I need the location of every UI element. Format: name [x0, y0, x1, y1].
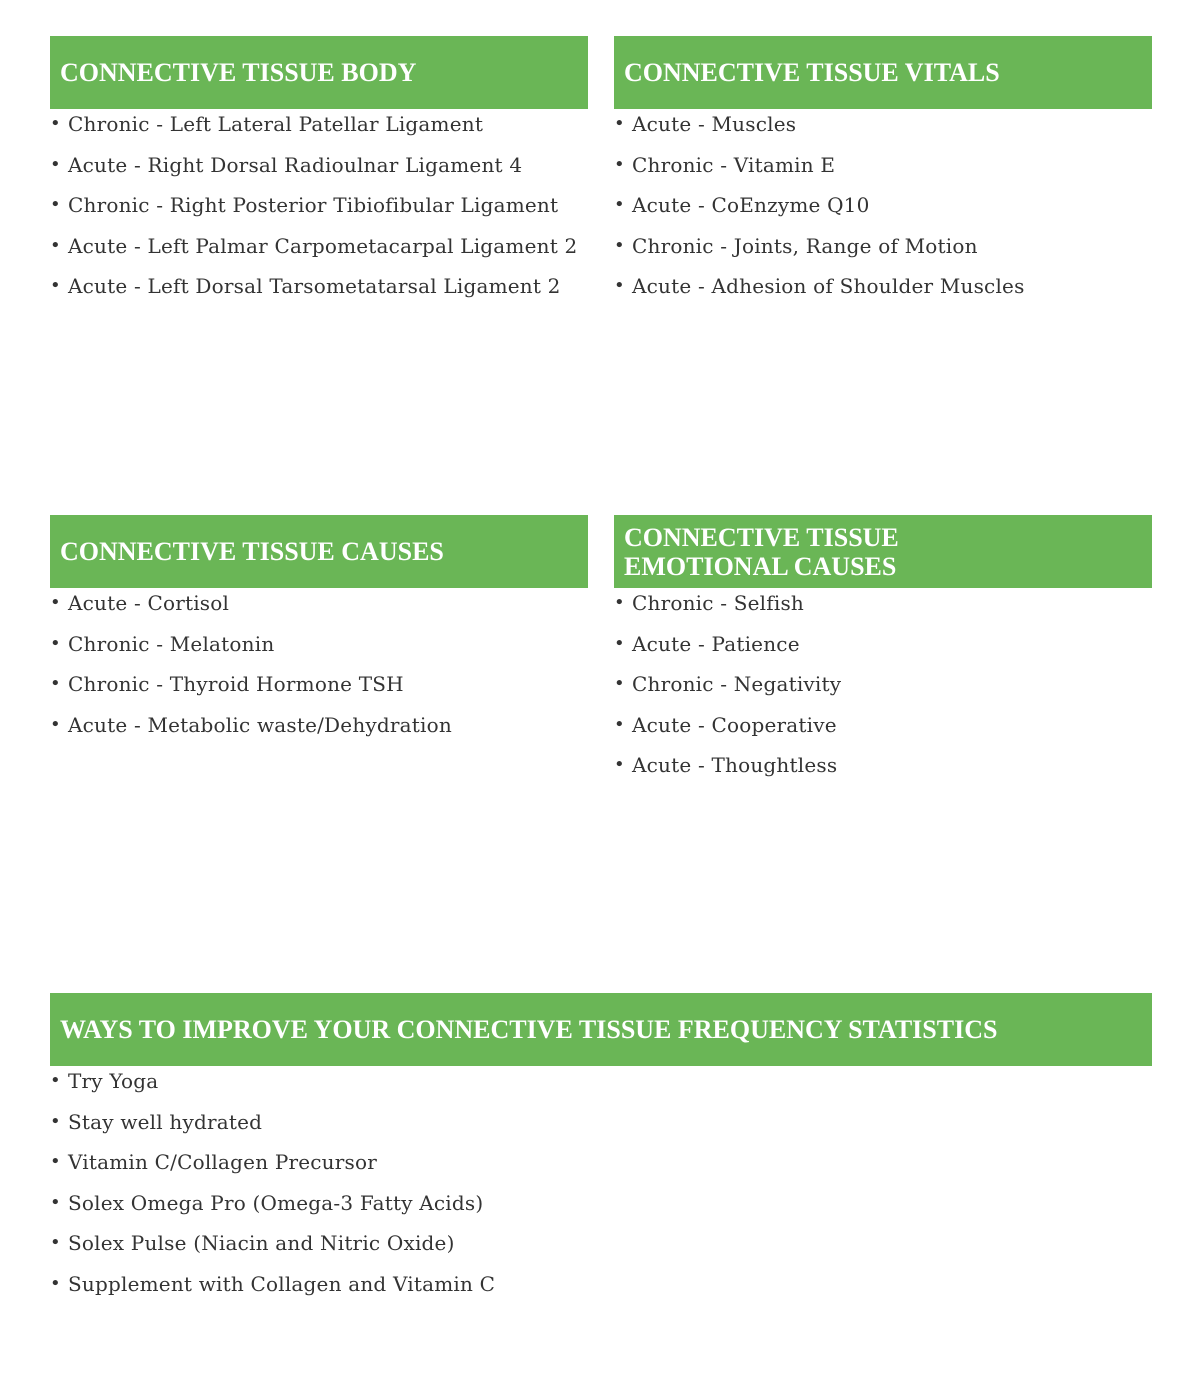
- section-header: [614, 515, 1152, 588]
- item-list: [614, 588, 1152, 780]
- list-item: • Chronic - Melatonin: [50, 629, 588, 659]
- list-item: • Chronic - Vitamin E: [614, 150, 1152, 180]
- list-item: • Acute - Left Dorsal Tarsometatarsal Ligament 2: [50, 271, 588, 301]
- list-item: • Acute - Cortisol: [50, 588, 588, 618]
- item-list: [50, 588, 588, 740]
- section-title: CONNECTIVE TISSUE CAUSES: [60, 537, 444, 566]
- ways-to-improve-section: [50, 993, 1152, 1309]
- list-item: • Try Yoga: [50, 1066, 1152, 1096]
- section-header: [50, 993, 1152, 1066]
- section-title-line-2: EMOTIONAL CAUSES: [624, 551, 897, 581]
- list-item: • Chronic - Thyroid Hormone TSH: [50, 669, 588, 699]
- connective-tissue-body-section: [50, 36, 588, 312]
- list-item: • Solex Omega Pro (Omega-3 Fatty Acids): [50, 1188, 1152, 1218]
- connective-tissue-emotional-causes-section: [614, 515, 1152, 791]
- list-item: • Acute - Metabolic waste/Dehydration: [50, 710, 588, 740]
- connective-tissue-vitals-section: [614, 36, 1152, 312]
- list-item: • Acute - Cooperative: [614, 710, 1152, 740]
- section-header: [50, 515, 588, 588]
- list-item: • Stay well hydrated: [50, 1107, 1152, 1137]
- list-item: • Acute - Adhesion of Shoulder Muscles: [614, 271, 1152, 301]
- list-item: • Chronic - Right Posterior Tibiofibular Ligament: [50, 190, 588, 220]
- list-item: • Chronic - Left Lateral Patellar Ligament: [50, 109, 588, 139]
- list-item: • Acute - Patience: [614, 629, 1152, 659]
- list-item: • Acute - Thoughtless: [614, 750, 1152, 780]
- section-title: WAYS TO IMPROVE YOUR CONNECTIVE TISSUE FREQUENCY STATISTICS: [60, 1015, 998, 1044]
- list-item: • Acute - CoEnzyme Q10: [614, 190, 1152, 220]
- list-item: • Chronic - Negativity: [614, 669, 1152, 699]
- list-item: • Supplement with Collagen and Vitamin C: [50, 1269, 1152, 1299]
- section-header: [50, 36, 588, 109]
- connective-tissue-causes-section: [50, 515, 588, 750]
- item-list: [50, 109, 588, 301]
- list-item: • Acute - Right Dorsal Radioulnar Ligament 4: [50, 150, 588, 180]
- item-list: [614, 109, 1152, 301]
- list-item: • Vitamin C/Collagen Precursor: [50, 1147, 1152, 1177]
- section-title: CONNECTIVE TISSUE BODY: [60, 58, 417, 87]
- item-list: [50, 1066, 1152, 1299]
- list-item: • Chronic - Selfish: [614, 588, 1152, 618]
- section-title-line-1: CONNECTIVE TISSUE: [624, 522, 899, 552]
- list-item: • Acute - Left Palmar Carpometacarpal Ligament 2: [50, 231, 588, 261]
- section-title: CONNECTIVE TISSUE VITALS: [624, 58, 1000, 87]
- section-header: [614, 36, 1152, 109]
- list-item: • Solex Pulse (Niacin and Nitric Oxide): [50, 1228, 1152, 1258]
- list-item: • Chronic - Joints, Range of Motion: [614, 231, 1152, 261]
- list-item: • Acute - Muscles: [614, 109, 1152, 139]
